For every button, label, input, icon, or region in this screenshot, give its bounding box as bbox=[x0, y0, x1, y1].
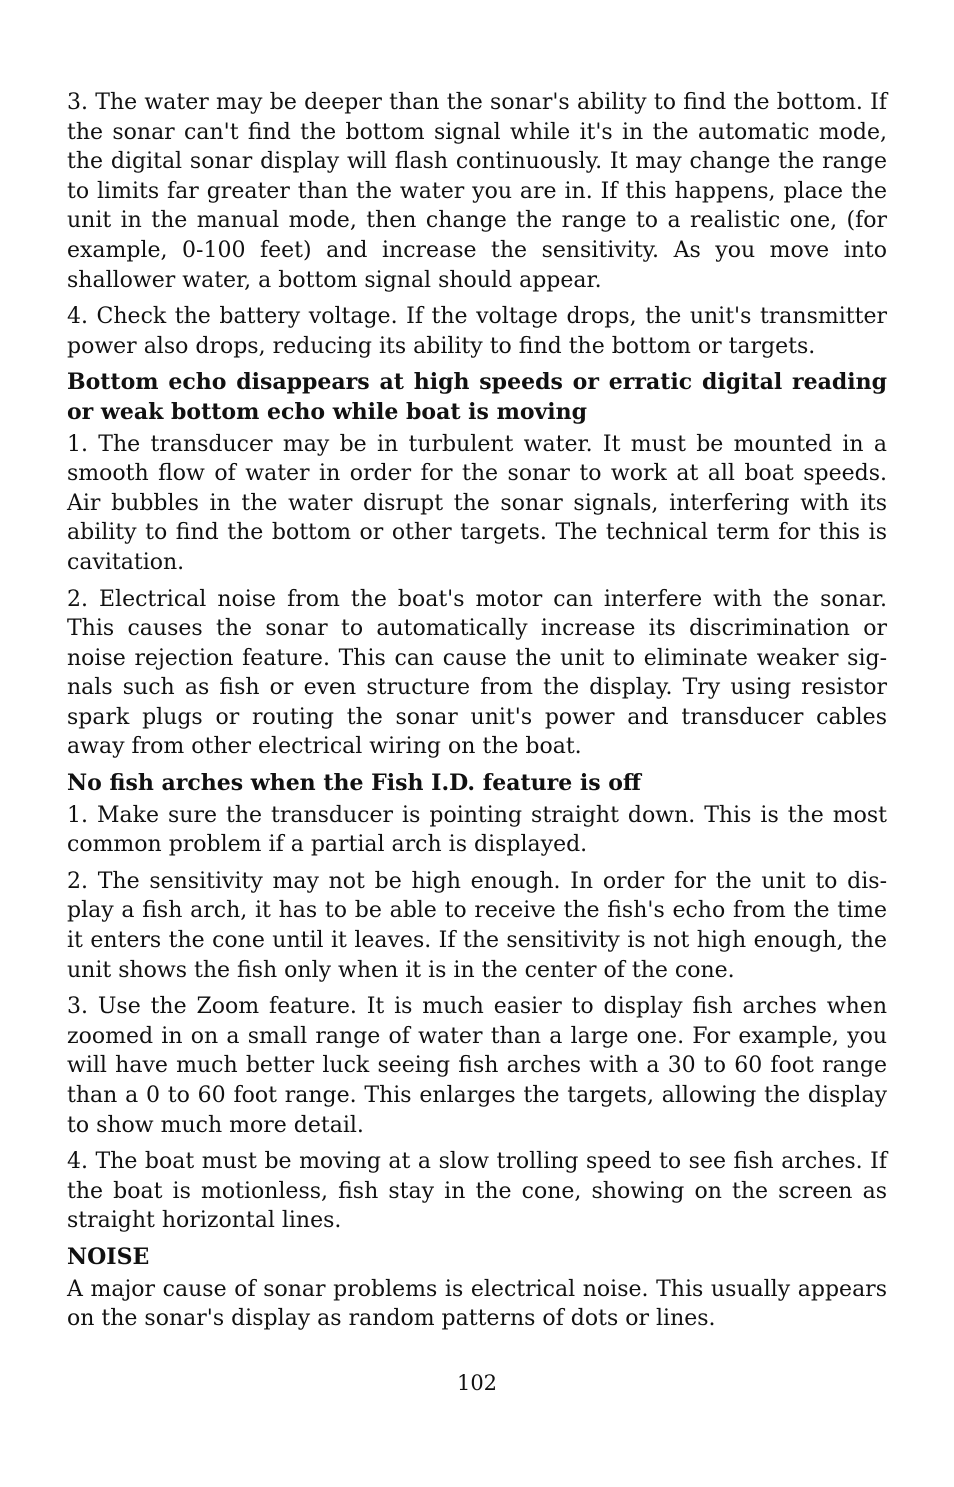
paragraph-noise-cause: A major cause of sonar problems is electrical noise. This usually appears on the sonar's display as random patterns of dots or lines. bbox=[67, 1276, 887, 1332]
paragraph-zoom-feature: 3. Use the Zoom feature. It is much easier to display fish arches when zoomed in on a small range of water than a large one. For example, you will have much better luck seeing fish arches with a 30 to 60 foot range than a 0 to 60 foot range. This enlarges the targets, allowing the display to show much more detail. bbox=[67, 994, 887, 1138]
heading-no-fish-arches: No fish arches when the Fish I.D. feature is off bbox=[67, 770, 641, 797]
paragraph-transducer-down: 1. Make sure the transducer is pointing straight down. This is the most common problem if a partial arch is displayed. bbox=[67, 802, 887, 858]
paragraph-battery-voltage: 4. Check the battery voltage. If the voltage drops, the unit's transmitter power also drops, reducing its ability to find the bottom or targets. bbox=[67, 304, 887, 359]
paragraph-water-deeper: 3. The water may be deeper than the sonar's ability to find the bottom. If the sonar can't find the bottom signal while it's in the automatic mode, the digital sonar display will flash continuously. It may change the range to limits far greater than the water you are in. If this happens, place the unit in the manual mode, then change the range to a realistic one, (for example, 0-100 feet) and increase the sensitivity. As you move into shallower water, a bottom signal should appear. bbox=[67, 90, 887, 293]
paragraph-turbulent-water: 1. The transducer may be in turbulent water. It must be mounted in a smooth flow of water in order for the sonar to work at all boat speeds. Air bubbles in the water disrupt the sonar signals, interfering with its ability to find the bottom or other targets. The technical term for this is cavitation. bbox=[67, 431, 887, 575]
paragraph-trolling-speed: 4. The boat must be moving at a slow trolling speed to see fish arches. If the boat is motionless, fish stay in the cone, showing on the screen as straight horizontal lines. bbox=[67, 1149, 887, 1234]
page-content bbox=[67, 88, 887, 1341]
heading-noise: NOISE bbox=[67, 1243, 150, 1270]
page-number: 102 bbox=[456, 1371, 498, 1395]
paragraph-electrical-noise-motor: 2. Electrical noise from the boat's motor can interfere with the sonar. This causes the sonar to automatically increase its discrimination or noise rejection feature. This can cause the unit to eliminate weaker signals such as fish or even structure from the display. Try using resistor spark plugs or routing the sonar unit's power and transducer cables away from other electrical wiring on the boat. bbox=[67, 586, 887, 760]
paragraph-sensitivity: 2. The sensitivity may not be high enough. In order for the unit to display a fish arch, it has to be able to receive the fish's echo from the time it enters the cone until it leaves. If the sensitivity is not high enough, the unit shows the fish only when it is in the center of the cone. bbox=[67, 868, 887, 983]
heading-bottom-echo: Bottom echo disappears at high speeds or erratic digital reading or weak bottom echo while boat is moving bbox=[67, 369, 887, 425]
